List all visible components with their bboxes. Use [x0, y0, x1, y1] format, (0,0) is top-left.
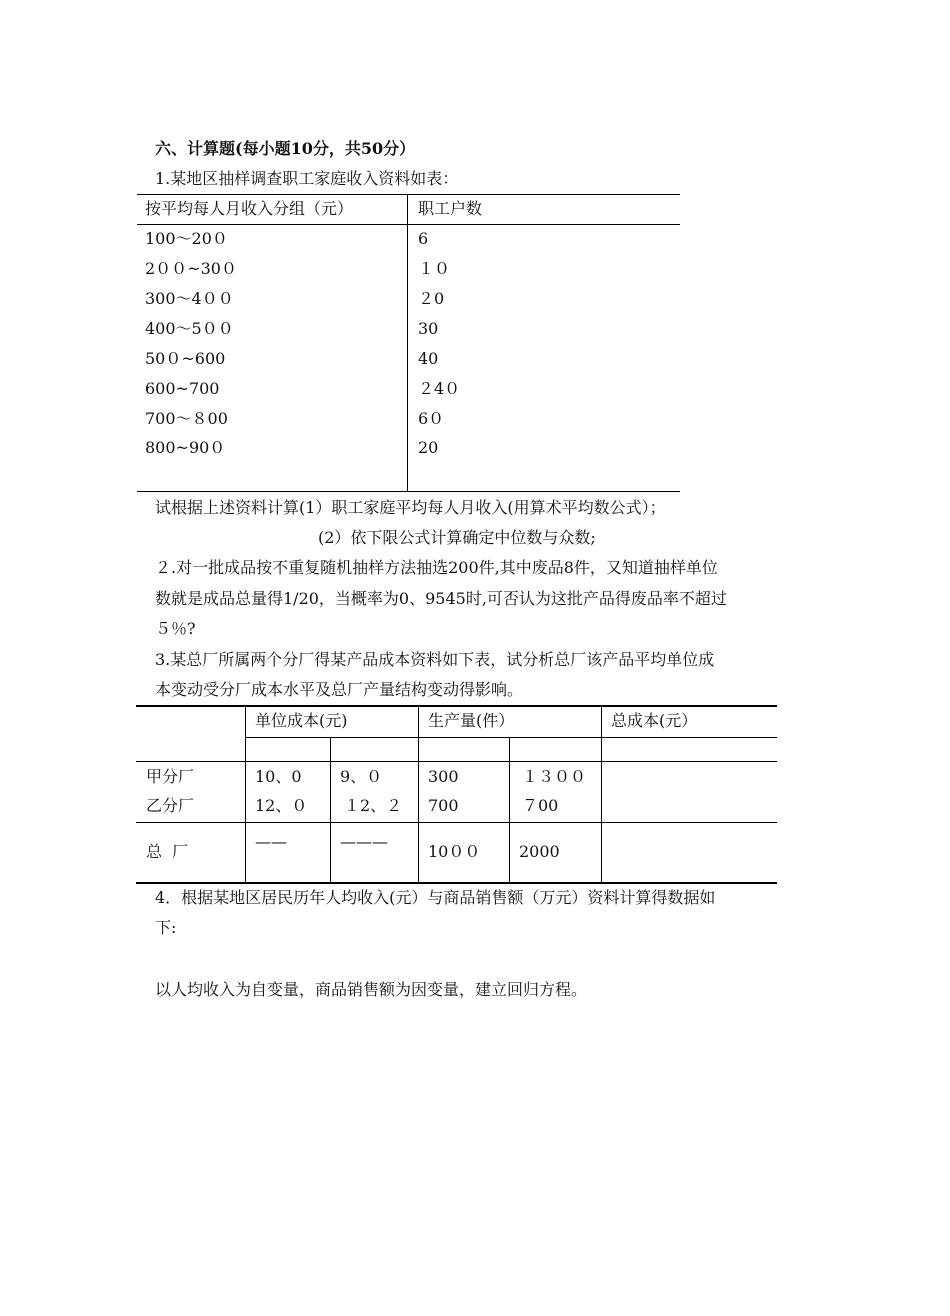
- table1-header-count: 职工户数: [418, 199, 483, 218]
- table1-top-rule: [137, 194, 680, 195]
- table2-header-total-cost: 总成本(元）: [611, 711, 698, 730]
- table2-divider: [601, 705, 602, 883]
- table2-row-name: 甲分厂: [146, 767, 195, 786]
- table1-row-group: 50０~600: [145, 349, 226, 368]
- table1-header-rule: [137, 224, 680, 225]
- q1-task1: 试根据上述资料计算(1）职工家庭平均每人月收入(用算术平均数公式）；: [155, 498, 666, 517]
- q1-intro: 1.某地区抽样调查职工家庭收入资料如表：: [155, 169, 459, 188]
- table1-row-group: 800~90０: [145, 438, 226, 457]
- table1-column-divider: [407, 194, 408, 491]
- table1-row-count: 6: [418, 229, 429, 248]
- q4-task: 以人均收入为自变量，商品销售额为因变量，建立回归方程。: [155, 980, 588, 999]
- table2-header-output: 生产量(件）: [428, 711, 515, 730]
- table2-header-unit-cost: 单位成本(元): [255, 711, 348, 730]
- table2-total-name: 总 厂: [146, 842, 189, 861]
- table1-row-count: ２0: [418, 289, 445, 308]
- section-title: 六、计算题(每小题10分，共50分）: [155, 139, 416, 158]
- table1-row-group: 600~700: [145, 379, 220, 398]
- q2-line: ２.对一批成品按不重复随机抽样方法抽选200件,其中废品8件，又知道抽样单位: [155, 558, 718, 577]
- table1-row-count: １０: [418, 259, 451, 278]
- table2-row-output-base: 300: [428, 767, 459, 786]
- table2-divider: [245, 705, 246, 883]
- table2-subheader-rule: [245, 737, 777, 738]
- table2-row-output-report: ７00: [522, 796, 559, 815]
- q1-task2: (2）依下限公式计算确定中位数与众数;: [318, 528, 596, 547]
- table2-row-cost-report: １2、２: [344, 796, 403, 815]
- table1-row-count: 30: [418, 319, 439, 338]
- table2-top-rule: [136, 705, 777, 707]
- table1-row-count: 40: [418, 349, 439, 368]
- table2-divider: [330, 737, 331, 883]
- table1-row-count: ２4０: [418, 379, 461, 398]
- table2-divider: [509, 737, 510, 883]
- table1-row-group: 400～5００: [145, 319, 234, 338]
- q4-line: 4．根据某地区居民历年人均收入(元）与商品销售额（万元）资料计算得数据如: [155, 888, 716, 907]
- table2-total-output-report: 2000: [519, 842, 560, 861]
- table2-row-cost-report: 9、０: [340, 767, 383, 786]
- q3-line: 3.某总厂所属两个分厂得某产品成本资料如下表，试分析总厂该产品平均单位成: [155, 650, 715, 669]
- table1-row-group: 100～20０: [145, 229, 228, 248]
- q2-line: 数就是成品总量得1/20，当概率为0、9545时,可否认为这批产品得废品率不超过: [155, 589, 727, 608]
- table1-header-group: 按平均每人月收入分组（元）: [145, 199, 354, 218]
- table2-divider: [418, 705, 419, 883]
- table2-row-cost-base: 10、0: [255, 767, 302, 786]
- table2-row-name: 乙分厂: [146, 796, 195, 815]
- table2-total-rule: [136, 822, 777, 823]
- table1-row-group: 300～4００: [145, 289, 234, 308]
- table2-bottom-rule: [136, 882, 777, 884]
- table2-row-output-base: 700: [428, 796, 459, 815]
- table1-row-group: 700～８00: [145, 409, 228, 428]
- table2-total-cost-report: ———: [340, 832, 388, 851]
- table2-header-rule: [136, 761, 777, 762]
- table1-bottom-rule: [137, 491, 680, 492]
- table2-row-cost-base: 12、０: [255, 796, 308, 815]
- table2-total-cost-base: ——: [255, 832, 287, 851]
- table2-total-output-base: 10００: [428, 842, 481, 861]
- q2-line: ５％?: [155, 619, 196, 638]
- table1-row-count: 20: [418, 438, 439, 457]
- table1-row-group: 2００~30０: [145, 259, 237, 278]
- table1-row-count: 6０: [418, 409, 445, 428]
- table2-row-output-report: １３００: [522, 767, 587, 786]
- q4-line: 下:: [155, 918, 177, 937]
- q3-line: 本变动受分厂成本水平及总厂产量结构变动得影响。: [155, 680, 524, 699]
